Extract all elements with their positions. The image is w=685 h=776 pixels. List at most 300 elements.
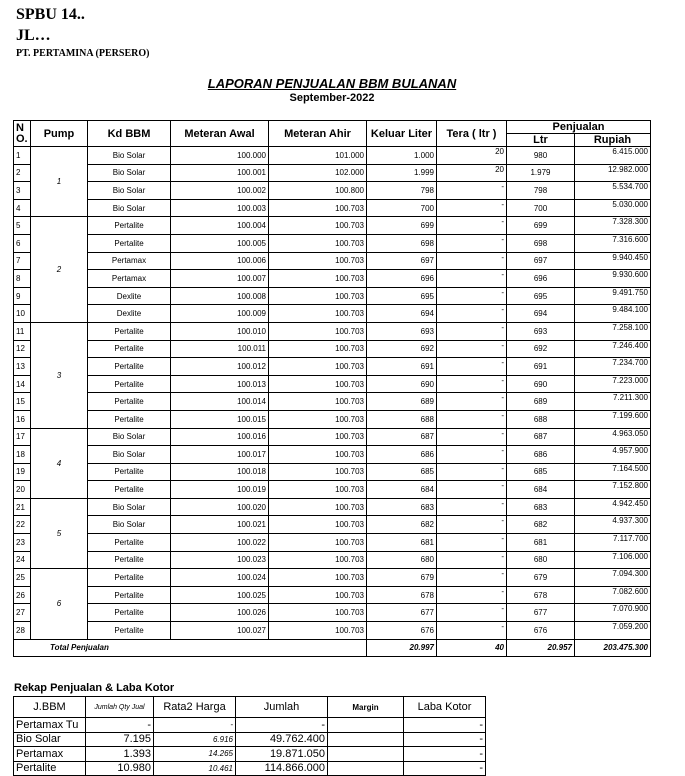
row-no: 15	[14, 393, 31, 411]
row-ltr: 695	[507, 287, 575, 305]
row-meter-awal: 100.003	[171, 199, 269, 217]
row-keluar: 698	[367, 234, 437, 252]
row-tera: -	[437, 199, 507, 217]
row-kd-bbm: Bio Solar	[88, 516, 171, 534]
row-kd-bbm: Pertalite	[88, 622, 171, 640]
row-keluar: 689	[367, 393, 437, 411]
table-row	[14, 551, 651, 569]
row-keluar: 676	[367, 622, 437, 640]
row-ltr: 700	[507, 199, 575, 217]
row-meter-awal: 100.022	[171, 534, 269, 552]
total-tera: 40	[437, 639, 507, 657]
row-meter-ahir: 100.703	[269, 234, 367, 252]
row-keluar: 696	[367, 270, 437, 288]
row-rupiah: 9.930.600	[575, 270, 651, 288]
rekap-row	[14, 732, 486, 747]
col-keluar-liter: Keluar Liter	[367, 121, 437, 147]
row-tera: -	[437, 586, 507, 604]
row-rupiah: 7.070.900	[575, 604, 651, 622]
row-tera: -	[437, 534, 507, 552]
row-kd-bbm: Pertalite	[88, 358, 171, 376]
col-tera: Tera ( ltr )	[437, 121, 507, 147]
row-rupiah: 7.106.000	[575, 551, 651, 569]
row-meter-ahir: 100.703	[269, 375, 367, 393]
row-keluar: 691	[367, 358, 437, 376]
pump-cell: 5	[31, 498, 88, 568]
row-meter-ahir: 100.703	[269, 446, 367, 464]
row-no: 20	[14, 481, 31, 499]
table-row	[14, 147, 651, 165]
row-ltr: 693	[507, 322, 575, 340]
row-meter-ahir: 100.703	[269, 287, 367, 305]
row-kd-bbm: Pertalite	[88, 534, 171, 552]
rekap-table	[13, 696, 486, 776]
row-kd-bbm: Pertalite	[88, 217, 171, 235]
row-no: 25	[14, 569, 31, 587]
row-rupiah: 7.223.000	[575, 375, 651, 393]
row-ltr: 687	[507, 428, 575, 446]
total-ltr: 20.957	[507, 639, 575, 657]
row-tera: -	[437, 569, 507, 587]
row-meter-ahir: 100.703	[269, 428, 367, 446]
col-meter-awal: Meteran Awal	[171, 121, 269, 147]
row-keluar: 678	[367, 586, 437, 604]
row-ltr: 677	[507, 604, 575, 622]
row-meter-ahir: 100.703	[269, 481, 367, 499]
col-meter-ahir: Meteran Ahir	[269, 121, 367, 147]
row-ltr: 690	[507, 375, 575, 393]
table-row	[14, 393, 651, 411]
rekap-jumlah: 114.866.000	[236, 761, 328, 776]
rekap-harga: 6.916	[154, 732, 236, 747]
row-rupiah: 7.211.300	[575, 393, 651, 411]
row-ltr: 692	[507, 340, 575, 358]
row-kd-bbm: Pertalite	[88, 586, 171, 604]
row-meter-awal: 100.013	[171, 375, 269, 393]
row-ltr: 686	[507, 446, 575, 464]
row-ltr: 684	[507, 481, 575, 499]
row-meter-awal: 100.007	[171, 270, 269, 288]
row-meter-awal: 100.027	[171, 622, 269, 640]
row-rupiah: 12.982.000	[575, 164, 651, 182]
row-tera: -	[437, 410, 507, 428]
rekap-margin	[328, 718, 404, 733]
row-tera: -	[437, 516, 507, 534]
row-tera: -	[437, 551, 507, 569]
rekap-col-margin: Margin	[328, 697, 404, 718]
row-meter-ahir: 102.000	[269, 164, 367, 182]
row-ltr: 685	[507, 463, 575, 481]
row-meter-ahir: 100.800	[269, 182, 367, 200]
row-rupiah: 7.316.600	[575, 234, 651, 252]
row-meter-awal: 100.019	[171, 481, 269, 499]
row-meter-ahir: 100.703	[269, 498, 367, 516]
row-kd-bbm: Dexlite	[88, 305, 171, 323]
row-tera: -	[437, 498, 507, 516]
row-no: 1	[14, 147, 31, 165]
row-tera: -	[437, 305, 507, 323]
row-tera: -	[437, 463, 507, 481]
table-row	[14, 287, 651, 305]
station-name: SPBU 14..	[16, 6, 85, 23]
rekap-jumlah: 49.762.400	[236, 732, 328, 747]
row-meter-awal: 100.025	[171, 586, 269, 604]
row-no: 17	[14, 428, 31, 446]
row-keluar: 699	[367, 217, 437, 235]
row-meter-ahir: 100.703	[269, 358, 367, 376]
row-keluar: 685	[367, 463, 437, 481]
col-rupiah: Rupiah	[575, 134, 651, 147]
rekap-laba: -	[404, 761, 486, 776]
row-no: 27	[14, 604, 31, 622]
row-meter-ahir: 100.703	[269, 199, 367, 217]
row-meter-awal: 100.000	[171, 147, 269, 165]
row-keluar: 687	[367, 428, 437, 446]
table-row	[14, 182, 651, 200]
row-ltr: 1.979	[507, 164, 575, 182]
rekap-qty: -	[86, 718, 154, 733]
row-kd-bbm: Bio Solar	[88, 147, 171, 165]
row-rupiah: 7.199.600	[575, 410, 651, 428]
rekap-col-laba: Laba Kotor	[404, 697, 486, 718]
row-keluar: 1.999	[367, 164, 437, 182]
row-keluar: 798	[367, 182, 437, 200]
row-keluar: 692	[367, 340, 437, 358]
row-meter-ahir: 100.703	[269, 463, 367, 481]
row-tera: -	[437, 287, 507, 305]
row-meter-ahir: 100.703	[269, 322, 367, 340]
row-kd-bbm: Bio Solar	[88, 428, 171, 446]
row-ltr: 689	[507, 393, 575, 411]
row-meter-awal: 100.017	[171, 446, 269, 464]
table-row	[14, 498, 651, 516]
rekap-laba: -	[404, 747, 486, 762]
table-row	[14, 252, 651, 270]
row-tera: 20	[437, 164, 507, 182]
rekap-harga: 10.461	[154, 761, 236, 776]
row-keluar: 688	[367, 410, 437, 428]
row-rupiah: 4.942.450	[575, 498, 651, 516]
row-tera: -	[437, 622, 507, 640]
row-meter-awal: 100.015	[171, 410, 269, 428]
table-row	[14, 604, 651, 622]
row-meter-ahir: 100.703	[269, 516, 367, 534]
row-no: 3	[14, 182, 31, 200]
row-kd-bbm: Pertalite	[88, 551, 171, 569]
row-keluar: 694	[367, 305, 437, 323]
report-title: LAPORAN PENJUALAN BBM BULANAN	[207, 76, 457, 91]
row-rupiah: 7.258.100	[575, 322, 651, 340]
rekap-name: Pertalite	[14, 761, 86, 776]
rekap-harga: 14.265	[154, 747, 236, 762]
table-row	[14, 322, 651, 340]
row-ltr: 798	[507, 182, 575, 200]
row-meter-awal: 100.020	[171, 498, 269, 516]
rekap-harga: -	[154, 718, 236, 733]
rekap-qty: 10.980	[86, 761, 154, 776]
rekap-qty: 7.195	[86, 732, 154, 747]
table-row	[14, 481, 651, 499]
table-row	[14, 358, 651, 376]
rekap-laba: -	[404, 732, 486, 747]
row-keluar: 680	[367, 551, 437, 569]
row-rupiah: 7.094.300	[575, 569, 651, 587]
row-kd-bbm: Bio Solar	[88, 498, 171, 516]
col-pump: Pump	[31, 121, 88, 147]
rekap-laba: -	[404, 718, 486, 733]
row-tera: -	[437, 428, 507, 446]
total-row	[14, 639, 651, 657]
row-tera: -	[437, 234, 507, 252]
row-meter-ahir: 100.703	[269, 305, 367, 323]
table-row	[14, 463, 651, 481]
row-rupiah: 7.246.400	[575, 340, 651, 358]
row-meter-awal: 100.012	[171, 358, 269, 376]
row-rupiah: 9.940.450	[575, 252, 651, 270]
row-meter-awal: 100.008	[171, 287, 269, 305]
row-tera: -	[437, 252, 507, 270]
row-rupiah: 7.164.500	[575, 463, 651, 481]
row-no: 13	[14, 358, 31, 376]
row-keluar: 684	[367, 481, 437, 499]
row-no: 26	[14, 586, 31, 604]
rekap-row	[14, 747, 486, 762]
row-keluar: 1.000	[367, 147, 437, 165]
row-rupiah: 7.117.700	[575, 534, 651, 552]
rekap-col-harga: Rata2 Harga	[154, 697, 236, 718]
row-kd-bbm: Dexlite	[88, 287, 171, 305]
row-keluar: 695	[367, 287, 437, 305]
row-no: 10	[14, 305, 31, 323]
row-kd-bbm: Pertalite	[88, 322, 171, 340]
rekap-margin	[328, 761, 404, 776]
rekap-margin	[328, 747, 404, 762]
row-keluar: 682	[367, 516, 437, 534]
row-tera: -	[437, 217, 507, 235]
row-ltr: 698	[507, 234, 575, 252]
row-ltr: 680	[507, 551, 575, 569]
total-keluar: 20.997	[367, 639, 437, 657]
table-row	[14, 217, 651, 235]
table-row	[14, 164, 651, 182]
row-meter-ahir: 100.703	[269, 569, 367, 587]
rekap-col-jumlah: Jumlah	[236, 697, 328, 718]
row-tera: -	[437, 322, 507, 340]
row-no: 22	[14, 516, 31, 534]
table-row	[14, 199, 651, 217]
row-rupiah: 7.152.800	[575, 481, 651, 499]
rekap-margin	[328, 732, 404, 747]
table-row	[14, 586, 651, 604]
row-ltr: 697	[507, 252, 575, 270]
row-kd-bbm: Pertalite	[88, 393, 171, 411]
row-ltr: 683	[507, 498, 575, 516]
row-keluar: 681	[367, 534, 437, 552]
pump-cell: 1	[31, 147, 88, 217]
rekap-name: Pertamax Tu	[14, 718, 86, 733]
row-ltr: 694	[507, 305, 575, 323]
row-kd-bbm: Pertalite	[88, 604, 171, 622]
rekap-row	[14, 718, 486, 733]
row-meter-awal: 100.026	[171, 604, 269, 622]
row-ltr: 688	[507, 410, 575, 428]
company-name: PT. PERTAMINA (PERSERO)	[16, 48, 150, 59]
row-no: 5	[14, 217, 31, 235]
col-kd-bbm: Kd BBM	[88, 121, 171, 147]
row-ltr: 691	[507, 358, 575, 376]
rekap-row	[14, 761, 486, 776]
row-meter-ahir: 100.703	[269, 410, 367, 428]
row-ltr: 679	[507, 569, 575, 587]
row-no: 8	[14, 270, 31, 288]
table-row	[14, 428, 651, 446]
row-meter-awal: 100.016	[171, 428, 269, 446]
sales-table	[13, 120, 651, 657]
row-meter-awal: 100.004	[171, 217, 269, 235]
row-no: 2	[14, 164, 31, 182]
table-row	[14, 375, 651, 393]
row-no: 21	[14, 498, 31, 516]
row-rupiah: 9.484.100	[575, 305, 651, 323]
table-row	[14, 234, 651, 252]
row-kd-bbm: Pertalite	[88, 340, 171, 358]
row-rupiah: 9.491.750	[575, 287, 651, 305]
rekap-name: Pertamax	[14, 747, 86, 762]
row-kd-bbm: Pertalite	[88, 481, 171, 499]
report-period: September-2022	[289, 92, 375, 104]
row-ltr: 676	[507, 622, 575, 640]
table-row	[14, 410, 651, 428]
row-meter-awal: 100.001	[171, 164, 269, 182]
table-row	[14, 534, 651, 552]
row-meter-awal: 100.010	[171, 322, 269, 340]
row-meter-ahir: 100.703	[269, 551, 367, 569]
row-meter-ahir: 100.703	[269, 217, 367, 235]
rekap-title: Rekap Penjualan & Laba Kotor	[14, 682, 175, 694]
row-tera: -	[437, 270, 507, 288]
rekap-jumlah: -	[236, 718, 328, 733]
row-tera: -	[437, 340, 507, 358]
row-kd-bbm: Pertalite	[88, 569, 171, 587]
row-meter-awal: 100.006	[171, 252, 269, 270]
pump-cell: 2	[31, 217, 88, 323]
row-ltr: 682	[507, 516, 575, 534]
row-kd-bbm: Bio Solar	[88, 182, 171, 200]
row-rupiah: 4.963.050	[575, 428, 651, 446]
row-meter-ahir: 100.703	[269, 340, 367, 358]
row-rupiah: 4.957.900	[575, 446, 651, 464]
row-no: 16	[14, 410, 31, 428]
row-no: 11	[14, 322, 31, 340]
table-row	[14, 305, 651, 323]
row-keluar: 686	[367, 446, 437, 464]
row-no: 23	[14, 534, 31, 552]
rekap-jumlah: 19.871.050	[236, 747, 328, 762]
rekap-name: Bio Solar	[14, 732, 86, 747]
row-kd-bbm: Pertalite	[88, 463, 171, 481]
row-keluar: 700	[367, 199, 437, 217]
total-label: Total Penjualan	[14, 639, 367, 657]
table-row	[14, 446, 651, 464]
row-rupiah: 5.030.000	[575, 199, 651, 217]
row-no: 18	[14, 446, 31, 464]
row-keluar: 679	[367, 569, 437, 587]
row-no: 14	[14, 375, 31, 393]
row-tera: -	[437, 481, 507, 499]
row-no: 28	[14, 622, 31, 640]
row-keluar: 697	[367, 252, 437, 270]
row-ltr: 696	[507, 270, 575, 288]
row-meter-awal: 100.005	[171, 234, 269, 252]
row-meter-awal: 100.002	[171, 182, 269, 200]
row-rupiah: 7.059.200	[575, 622, 651, 640]
table-row	[14, 622, 651, 640]
row-kd-bbm: Pertalite	[88, 234, 171, 252]
row-no: 24	[14, 551, 31, 569]
row-kd-bbm: Pertalite	[88, 410, 171, 428]
rekap-col-qty: Jumlah Qty Jual	[86, 697, 154, 718]
row-rupiah: 7.328.300	[575, 217, 651, 235]
row-kd-bbm: Pertalite	[88, 375, 171, 393]
row-kd-bbm: Bio Solar	[88, 164, 171, 182]
row-tera: 20	[437, 147, 507, 165]
row-no: 6	[14, 234, 31, 252]
row-keluar: 690	[367, 375, 437, 393]
row-meter-ahir: 100.703	[269, 604, 367, 622]
row-meter-ahir: 100.703	[269, 252, 367, 270]
row-meter-awal: 100.014	[171, 393, 269, 411]
rekap-qty: 1.393	[86, 747, 154, 762]
row-no: 12	[14, 340, 31, 358]
row-rupiah: 5.534.700	[575, 182, 651, 200]
row-ltr: 681	[507, 534, 575, 552]
col-ltr: Ltr	[507, 134, 575, 147]
row-keluar: 693	[367, 322, 437, 340]
pump-cell: 4	[31, 428, 88, 498]
row-kd-bbm: Pertamax	[88, 252, 171, 270]
pump-cell: 3	[31, 322, 88, 428]
total-rupiah: 203.475.300	[575, 639, 651, 657]
pump-cell: 6	[31, 569, 88, 639]
row-meter-ahir: 101.000	[269, 147, 367, 165]
row-no: 19	[14, 463, 31, 481]
row-meter-awal: 100.024	[171, 569, 269, 587]
row-ltr: 678	[507, 586, 575, 604]
station-address: JL…	[16, 27, 51, 44]
row-no: 4	[14, 199, 31, 217]
row-tera: -	[437, 358, 507, 376]
table-row	[14, 340, 651, 358]
row-keluar: 677	[367, 604, 437, 622]
row-meter-awal: 100.021	[171, 516, 269, 534]
row-meter-awal: 100.018	[171, 463, 269, 481]
row-meter-awal: 100.023	[171, 551, 269, 569]
col-penjualan: Penjualan	[507, 121, 651, 134]
row-tera: -	[437, 182, 507, 200]
row-rupiah: 6.415.000	[575, 147, 651, 165]
row-meter-awal: 100.011	[171, 340, 269, 358]
row-meter-ahir: 100.703	[269, 270, 367, 288]
row-kd-bbm: Bio Solar	[88, 446, 171, 464]
row-no: 9	[14, 287, 31, 305]
row-ltr: 699	[507, 217, 575, 235]
row-tera: -	[437, 393, 507, 411]
row-ltr: 980	[507, 147, 575, 165]
row-meter-ahir: 100.703	[269, 586, 367, 604]
table-row	[14, 569, 651, 587]
table-row	[14, 270, 651, 288]
row-no: 7	[14, 252, 31, 270]
